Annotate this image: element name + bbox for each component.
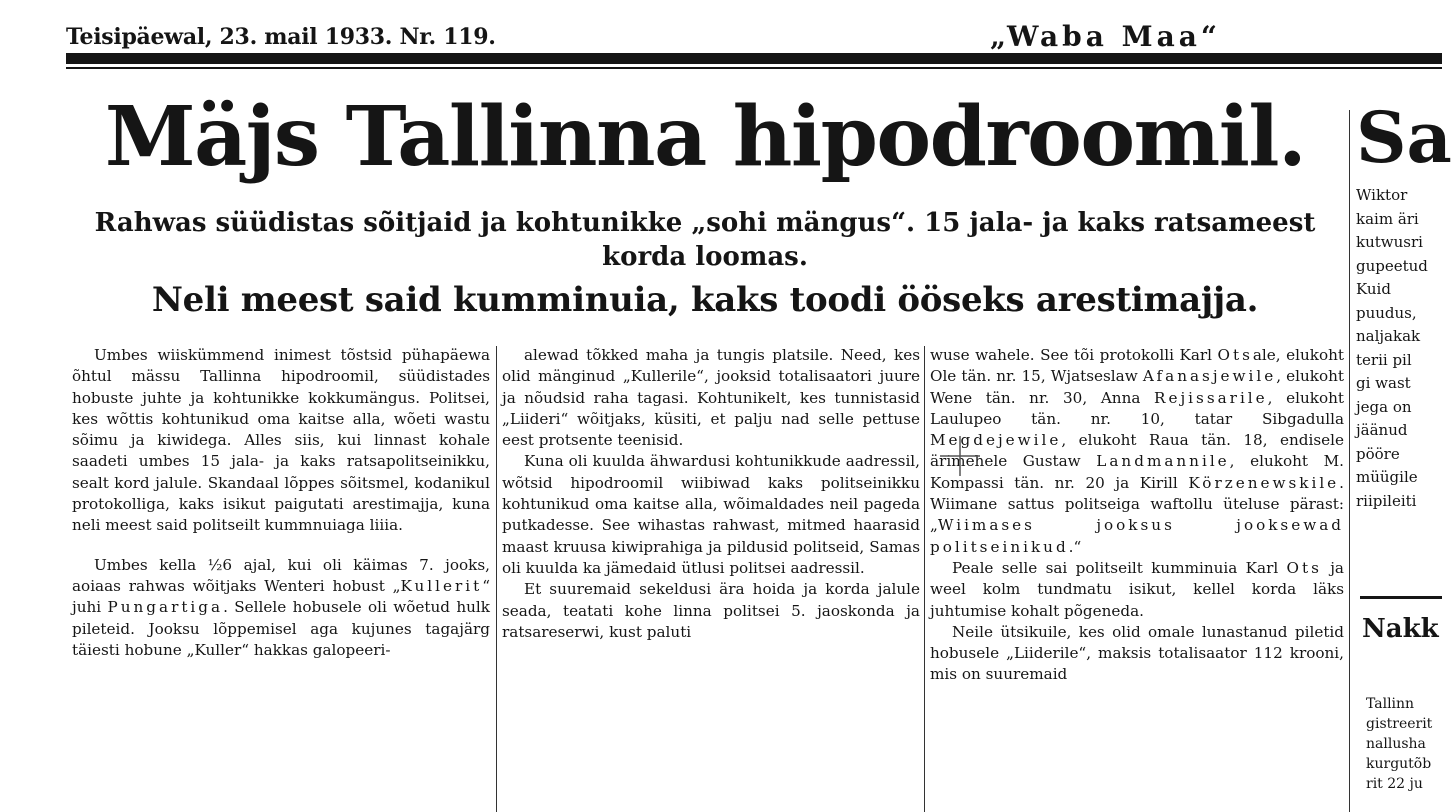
article-subhead: Rahwas süüdistas sõitjaid ja kohtunikke „sohi mängus“. 15 jala- ja kaks ratsameest korda loomas. — [94, 208, 1316, 272]
sidebar-line: kurgutõb — [1366, 756, 1432, 772]
spaced-name: Körzenewskile — [1188, 473, 1340, 492]
dateline: Teisipäewal, 23. mail 1933. Nr. 119. — [66, 24, 496, 50]
spaced-name: Wiimases jooksus jooksewad politseinikud — [930, 516, 1344, 556]
sidebar-line: terii pil — [1356, 350, 1412, 369]
spaced-name: Rejissarile — [1154, 388, 1268, 407]
column-divider — [496, 346, 497, 812]
article-paragraph: Peale selle sai politseilt kumminuia Karl Ots ja weel kolm tundmatu isikut, kellel korda läks juhtumise kohalt põgeneda. — [930, 558, 1344, 620]
article-paragraph: Et suuremaid sekeldusi ära hoida ja korda jalule seada, teatati kohe linna politsei 5. jaoskonda ja ratsareserwi, kust paluti — [502, 580, 920, 641]
newspaper-name: „Waba Maa“ — [990, 20, 1222, 53]
spaced-name: Kullerit — [400, 576, 483, 595]
article-paragraph: Neile ütsikuile, kes olid omale lunastanud piletid hobusele „Liiderile“, maksis totalisaator 112 krooni, mis on suuremaid — [930, 622, 1344, 684]
sidebar-line: rit 22 ju — [1366, 776, 1423, 792]
article-paragraph: wuse wahele. See tõi protokolli Karl Otsale, elukoht Ole tän. nr. 15, Wjatseslaw Afanasjewile, elukoht Wene tän. nr. 30, Anna Rejissarile, elukoht Laulupeo tän. nr. 10, tatar Sibgadulla Megdejewile, elukoht Raua tän. 18, endisele ärimehele Gustaw Landmannile, elukoht M. Kompassi tän. nr. 20 ja Kirill Körzenewskile. Wiimane sattus politseiga waftollu üteluse pärast: „Wiimases jooksus jooksewad politseinikud.“ — [930, 346, 1344, 556]
article-paragraph: Kuna oli kuulda ähwardusi kohtunikkude aadressil, wõtsid hipodroomil wiibiwad kaks politseinikku kohtunikud oma kaitse alla, wõimaldades neil pageda putkadesse. See wihastas rahwast, mitmed haarasid maast kruusa kiwiprahiga ja pildusid politseid, Samas oli kuulda ka jämedaid ütlusi politsei aadressil. — [502, 452, 920, 577]
article-paragraph: Umbes kella ½6 ajal, kui oli käimas 7. jooks, aoiaas rahwas wõitjaks Wenteri hobust „Kullerit“ juhi Pungartiga. Sellele hobusele oli wõetud hulk pileteid. Jooksu lõppemisel aga kujunes tagajärg täiesti hobune „Kuller“ hakkas galopeeri- — [72, 555, 490, 659]
sidebar-line: nallusha — [1366, 736, 1426, 752]
sidebar-line: pööre — [1356, 444, 1400, 463]
spaced-name: Megdejewile — [930, 431, 1062, 450]
sidebar-line: puudus, — [1356, 303, 1417, 322]
sidebar-rule — [1360, 596, 1442, 599]
sidebar-line: gi wast — [1356, 374, 1411, 392]
sidebar-line: müügile — [1356, 468, 1418, 486]
sidebar-line: gistreerit — [1366, 716, 1433, 732]
sidebar-line: jega on — [1356, 397, 1412, 416]
crosshair-cursor-icon — [940, 436, 980, 476]
article-column-1 — [72, 345, 490, 661]
sidebar-article-text — [1356, 184, 1442, 513]
spaced-name: Pungartiga — [107, 598, 224, 617]
spaced-name: Ots — [1286, 558, 1322, 577]
sidebar-divider — [1349, 110, 1350, 812]
sidebar-second-text — [1366, 694, 1442, 794]
sidebar-line: jäänud — [1356, 421, 1408, 439]
sidebar-line: naljakak — [1356, 327, 1421, 345]
sidebar-headline: Sa — [1356, 96, 1452, 179]
sidebar-line: Wiktor — [1356, 186, 1408, 204]
sidebar-line: kutwusri — [1356, 233, 1423, 251]
sidebar-line: gupeetud — [1356, 256, 1428, 275]
article-column-2 — [502, 345, 920, 643]
article-column-3 — [930, 345, 1344, 686]
sidebar-line: Tallinn — [1366, 696, 1415, 712]
spaced-name: Landmannile — [1096, 452, 1230, 471]
sidebar-line: Kuid — [1356, 280, 1391, 298]
sidebar-second-headline: Nakk — [1362, 614, 1439, 644]
article-second-subhead: Neli meest said kumminuia, kaks toodi ööseks arestimajja. — [151, 280, 1259, 320]
article-paragraph: alewad tõkked maha ja tungis platsile. Need, kes olid mänginud „Kullerile“, jooksid totalisaatori juure ja nõudsid raha tagasi. Kohtunikelt, kes tunnistasid „Liideri“ wõitjaks, küsiti, et palju nad selle pettuse eest protsente teenisid. — [502, 346, 920, 450]
column-divider — [924, 346, 925, 812]
article-paragraph: Umbes wiiskümmend inimest tõstsid pühapäewa õhtul mässu Tallinna hipodroomil, süüdistades hobuste juhte ja kohtunikke kokkumängus. Politsei, kes wõttis kohtunikud oma kaitse alla, wõeti wastu sõimu ja kiwidega. Alles siis, kui linnast kohale saadeti umbes 15 jala- ja kaks ratsapolitseinikku, sealt kord jalule. Skandaal lõppes sõitsmel, kodanikul protokolliga, kaks isikut paigutati arestimajja, kuna neli meest said politseilt kummnuiaga liiia. — [72, 346, 490, 535]
sidebar-line: riipileiti — [1356, 491, 1417, 510]
spaced-name: Ots — [1217, 346, 1253, 364]
spaced-name: Afanasjewile — [1142, 367, 1277, 386]
sidebar-line: kaim äri — [1356, 209, 1419, 228]
article-headline: Mäjs Tallinna hipodroomil. — [104, 89, 1306, 185]
header-rule-thin — [66, 67, 1442, 69]
header-rule-thick — [66, 53, 1442, 64]
